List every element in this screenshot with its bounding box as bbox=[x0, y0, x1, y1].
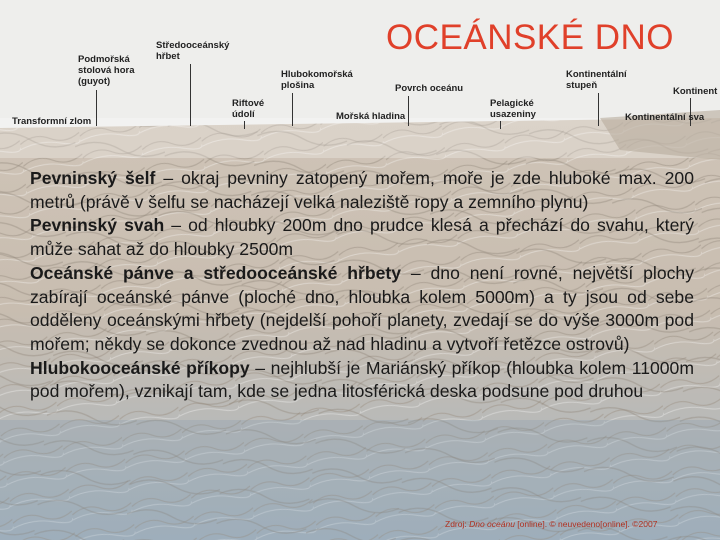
paragraph-slope bbox=[30, 214, 694, 261]
label-abyssal-plain: Hlubokomořská plošina bbox=[281, 69, 353, 91]
label-transform-fault: Transformní zlom bbox=[12, 116, 92, 127]
label-continental-shelf: Kontinentální stupeň bbox=[566, 69, 627, 91]
source-rest: [online]. © neuvedeno[online]. ©2007 bbox=[514, 519, 658, 529]
definition: – nejhlubší je Mariánský příkop (hloubka kolem 11000m pod mořem), vznikají tam, kde se jedna litosférická deska podsune pod druhou bbox=[30, 357, 694, 402]
source-title: Dno oceánu bbox=[469, 519, 515, 529]
leader-line bbox=[244, 121, 245, 129]
source-citation bbox=[445, 519, 657, 529]
definition: – okraj pevniny zatopený mořem, moře je zde hluboké max. 200 metrů (právě v šelfu se nacházejí velká naleziště ropy a zemního plynu) bbox=[30, 168, 694, 212]
term: Hlubokooceánské příkopy bbox=[30, 357, 250, 378]
source-prefix: Zdroj: bbox=[445, 519, 470, 529]
label-continental-slope: Kontinentální sva bbox=[625, 112, 705, 123]
term: Oceánské pánve a středooceánské hřbety bbox=[30, 262, 401, 283]
label-pelagic-sediments: Pelagické usazeniny bbox=[490, 98, 536, 120]
leader-line bbox=[292, 93, 293, 126]
leader-line bbox=[190, 64, 191, 126]
label-guyot: Podmořská stolová hora (guyot) bbox=[78, 54, 135, 87]
label-rift-valley: Riftové údolí bbox=[232, 98, 265, 120]
definition: – od hloubky 200m dno prudce klesá a přechází do svahu, který může sahat až do hloubky 2500m bbox=[30, 215, 695, 260]
paragraph-basins-ridges bbox=[30, 262, 694, 357]
leader-line bbox=[500, 121, 501, 129]
slide-title: OCEÁNSKÉ DNO bbox=[386, 18, 674, 57]
label-ocean-surface: Povrch oceánu bbox=[395, 83, 464, 94]
leader-line bbox=[598, 93, 599, 126]
leader-line bbox=[96, 90, 97, 126]
term: Pevninský svah bbox=[30, 215, 165, 236]
paragraph-shelf bbox=[30, 167, 694, 214]
term: Pevninský šelf bbox=[30, 168, 156, 188]
label-continent: Kontinent bbox=[673, 86, 718, 97]
label-mid-ocean-ridge: Středooceánský hřbet bbox=[156, 40, 230, 62]
leader-line bbox=[408, 96, 409, 126]
definition: – dno není rovné, největší plochy zabírají oceánské pánve (ploché dno, hloubka kolem 5000m) a ty jsou od sebe odděleny oceánskými hřbety (nejdelší pohoří planety, zvedají se do výše 3000m pod mořem; někdy se dokonce zvednou až nad hladinu a vytvoří řetězce ostrovů) bbox=[30, 262, 694, 354]
body-text bbox=[30, 167, 694, 404]
paragraph-trenches bbox=[30, 357, 694, 404]
label-sea-level: Mořská hladina bbox=[336, 111, 406, 122]
